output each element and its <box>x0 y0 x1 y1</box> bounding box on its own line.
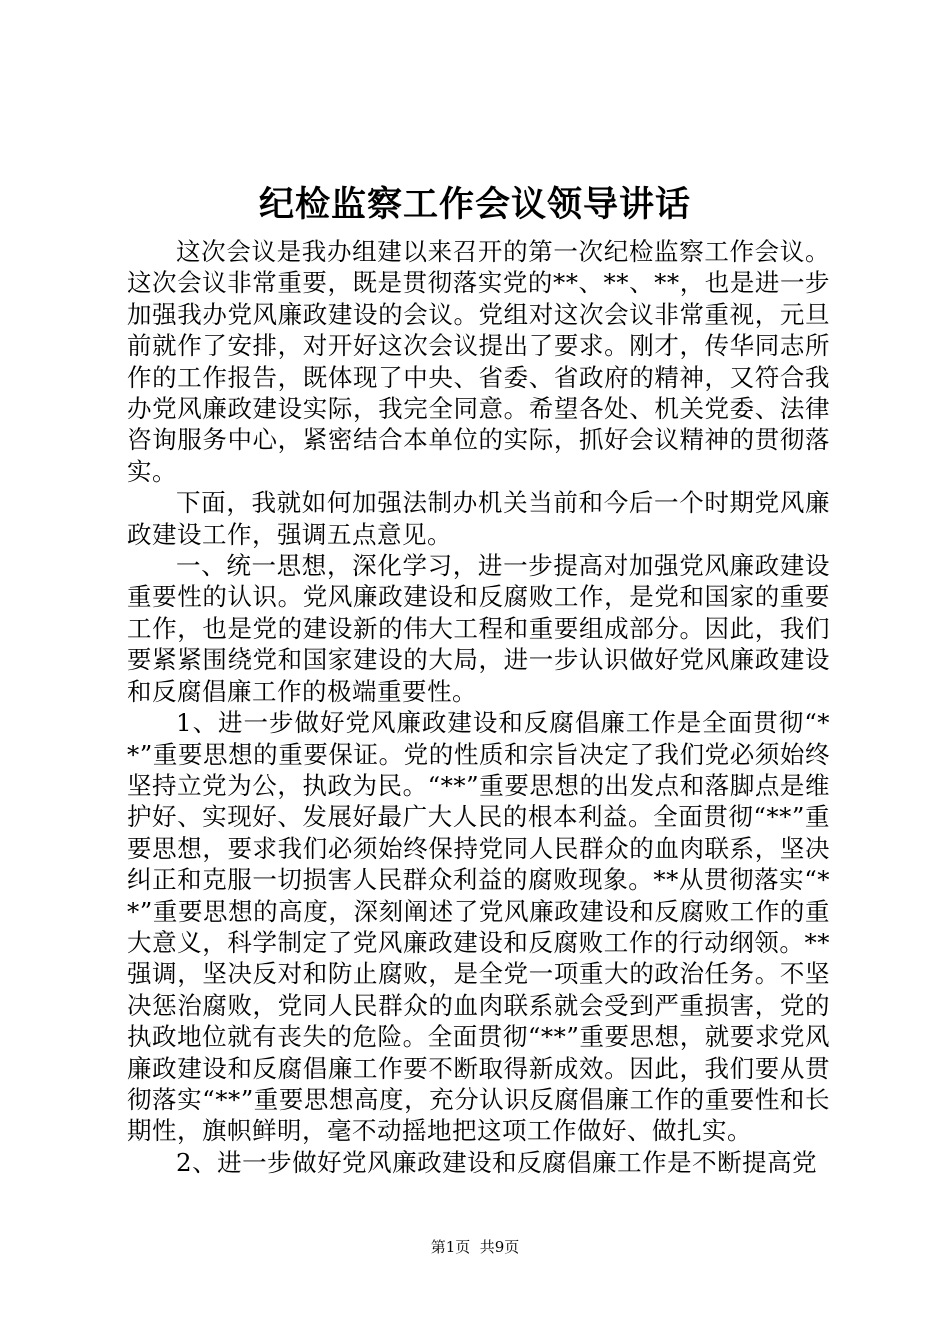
paragraph: 下面，我就如何加强法制办机关当前和今后一个时期党风廉政建设工作，强调五点意见。 <box>127 488 830 549</box>
page-number-footer: 第1页 共9页 <box>430 1238 520 1256</box>
paragraph: 一、统一思想，深化学习，进一步提高对加强党风廉政建设重要性的认识。党风廉政建设和反腐败工作，是党和国家的重要工作，也是党的建设新的伟大工程和重要组成部分。因此，我们要紧紧围绕党和国家建设的大局，进一步认识做好党风廉政建设和反腐倡廉工作的极端重要性。 <box>127 551 830 706</box>
paragraph: 1、进一步做好党风廉政建设和反腐倡廉工作是全面贯彻“**”重要思想的重要保证。党的性质和宗旨决定了我们党必须始终坚持立党为公，执政为民。“**”重要思想的出发点和落脚点是维护好、实现好、发展好最广大人民的根本利益。全面贯彻“**”重要思想，要求我们必须始终保持党同人民群众的血肉联系，坚决纠正和克服一切损害人民群众利益的腐败现象。**从贯彻落实“**”重要思想的高度，深刻阐述了党风廉政建设和反腐败工作的重大意义，科学制定了党风廉政建设和反腐败工作的行动纲领。**强调，坚决反对和防止腐败，是全党一项重大的政治任务。不坚决惩治腐败，党同人民群众的血肉联系就会受到严重损害，党的执政地位就有丧失的危险。全面贯彻“**”重要思想，就要求党风廉政建设和反腐倡廉工作要不断取得新成效。因此，我们要从贯彻落实“**”重要思想高度，充分认识反腐倡廉工作的重要性和长期性，旗帜鲜明，毫不动摇地把这项工作做好、做扎实。 <box>127 708 830 1146</box>
document-body <box>127 236 830 1178</box>
paragraph: 这次会议是我办组建以来召开的第一次纪检监察工作会议。这次会议非常重要，既是贯彻落实党的**、**、**，也是进一步加强我办党风廉政建设的会议。党组对这次会议非常重视，元旦前就作了安排，对开好这次会议提出了要求。刚才，传华同志所作的工作报告，既体现了中央、省委、省政府的精神，又符合我办党风廉政建设实际，我完全同意。希望各处、机关党委、法律咨询服务中心，紧密结合本单位的实际，抓好会议精神的贯彻落实。 <box>127 237 830 486</box>
document-title: 纪检监察工作会议领导讲话 <box>258 184 691 225</box>
paragraph: 2、进一步做好党风廉政建设和反腐倡廉工作是不断提高党 <box>176 1147 818 1177</box>
